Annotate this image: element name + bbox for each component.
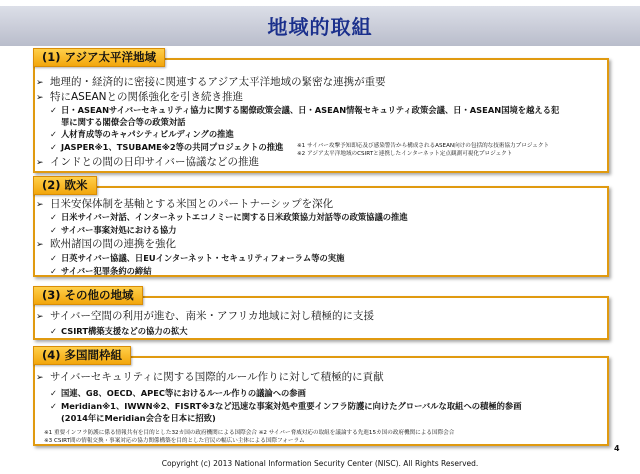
- copyright-footer: Copyright (c) 2013 National Information Security Center (NISC). All Rights Reserved.: [161, 459, 479, 468]
- bullet-item: ➢ インドとの間の日印サイバー協議などの推進: [36, 156, 260, 168]
- footnote: ※1 重要インフラ防護に係る情報共有を目的とした32カ国の政府機関による国際会合 ※2 サイバー脅威対応の取組を議論する先進15カ国の政府機関による国際会合: [44, 430, 455, 436]
- bullet-item: ➢ サイバーセキュリティに関する国際的ルール作りに対して積極的に貢献: [36, 371, 384, 383]
- bullet-item: ➢ 欧州諸国の間の連携を強化: [36, 238, 176, 250]
- section-label-other-regions: (3) その他の地域: [33, 286, 143, 305]
- section-label-multilateral: (4) 多国間枠組: [33, 346, 131, 365]
- check-item-continued: 罪に関する閣僚会合等の政策対話: [61, 117, 186, 127]
- check-item: ✓ 日米サイバー対話、インターネットエコノミーに関する日米政策協力対話等の政策協議の推進: [50, 212, 408, 222]
- check-item: ✓ CSIRT構築支援などの協力の拡大: [50, 326, 188, 336]
- bullet-item: ➢ 地理的・経済的に密接に関連するアジア太平洋地域の緊密な連携が重要: [36, 76, 386, 88]
- bullet-item: ➢ 特にASEANとの関係強化を引き続き推進: [36, 91, 244, 103]
- check-item: ✓ サイバー事案対処における協力: [50, 225, 177, 235]
- section-label-europe-america: (2) 欧米: [33, 176, 97, 195]
- check-item: ✓ 国連、G8、OECD、APEC等におけるルール作りの議論への参画: [50, 388, 306, 398]
- note: ※1 サイバー攻撃予知即応及び感染警告から構成されるASEAN向けの包括的な技術協力プロジェクト: [297, 143, 550, 149]
- note: ※2 アジア太平洋地域のCSIRTと連携したインターネット定点観測可視化プロジェクト: [297, 151, 513, 157]
- check-item-continued: (2014年にMeridian会合を日本に招致): [61, 413, 216, 423]
- footnote: ※3 CSIRT間の情報交換・事案対応の協力関係構築を目的とした官民の幅広い主体による国際フォーラム: [44, 438, 305, 444]
- check-item: ✓ Meridian※1、IWWN※2、FISRT※3など迅速な事案対処や重要インフラ防護に向けたグローバルな取組への積極的参画: [50, 401, 522, 411]
- check-item: ✓ 日・ASEANサイバーセキュリティ協力に関する閣僚政策会議、日・ASEAN情報セキュリティ政策会議、日・ASEAN国境を越える犯: [50, 105, 560, 115]
- bullet-item: ➢ サイバー空間の利用が進む、南米・アフリカ地域に対し積極的に支援: [36, 310, 375, 322]
- check-item: ✓ サイバー犯罪条約の締結: [50, 266, 152, 276]
- check-item: ✓ 人材育成等のキャパシティビルディングの推進: [50, 129, 234, 139]
- check-item: ✓ JASPER※1、TSUBAME※2等の共同プロジェクトの推進: [50, 142, 284, 152]
- page-number: 4: [614, 444, 620, 453]
- page-title: 地域的取組: [267, 15, 373, 39]
- check-item: ✓ 日英サイバー協議、日EUインターネット・セキュリティフォーラム等の実施: [50, 253, 345, 263]
- bullet-item: ➢ 日米安保体制を基軸とする米国とのパートナーシップを深化: [36, 198, 334, 210]
- section-label-asia-pacific: (1) アジア太平洋地域: [33, 48, 165, 67]
